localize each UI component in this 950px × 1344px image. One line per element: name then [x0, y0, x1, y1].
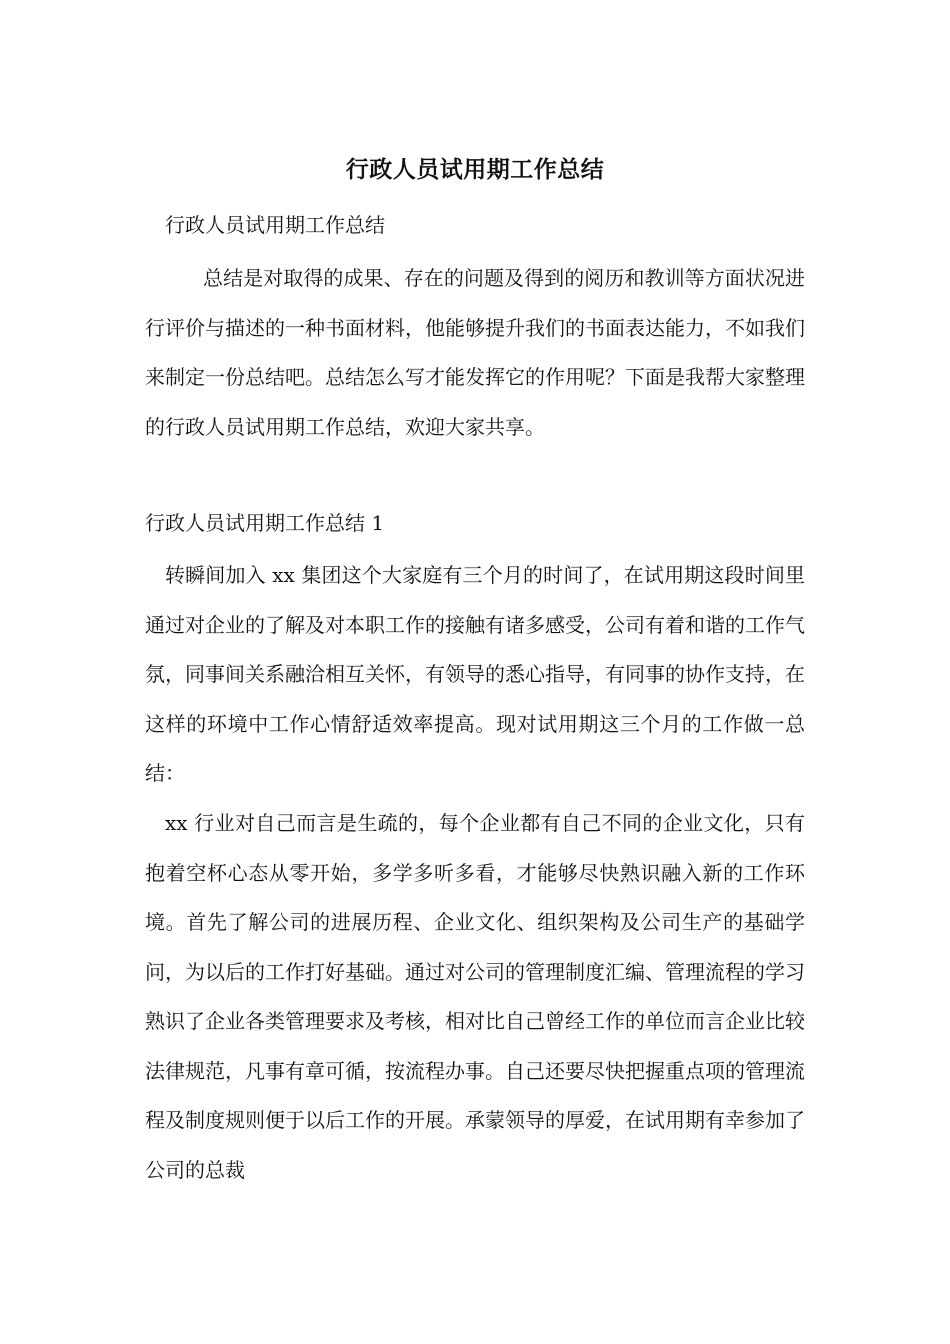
document-title: 行政人员试用期工作总结 [345, 156, 605, 183]
body-paragraph: 转瞬间加入 xx 集团这个大家庭有三个月的时间了，在试用期这段时间里通过对企业的了解及对本职工作的接触有诸多感受，公司有着和谐的工作气氛，同事间关系融洽相互关怀，有领导的悉心指导，有同事的协作支持，在这样的环境中工作心情舒适效率提高。现对试用期这三个月的工作做一总结： [145, 563, 805, 785]
document-subtitle: 行政人员试用期工作总结 [165, 213, 385, 237]
body-paragraph: xx 行业对自己而言是生疏的，每个企业都有自己不同的企业文化，只有抱着空杯心态从零开始，多学多听多看，才能够尽快熟识融入新的工作环境。首先了解公司的进展历程、企业文化、组织架构及公司生产的基础学问，为以后的工作打好基础。通过对公司的管理制度汇编、管理流程的学习熟识了企业各类管理要求及考核，相对比自己曾经工作的单位而言企业比较法律规范，凡事有章可循，按流程办事。自己还要尽快把握重点项的管理流程及制度规则便于以后工作的开展。承蒙领导的厚爱，在试用期有幸参加了公司的总裁 [145, 811, 805, 1182]
intro-paragraph: 总结是对取得的成果、存在的问题及得到的阅历和教训等方面状况进行评价与描述的一种书面材料，他能够提升我们的书面表达能力，不如我们来制定一份总结吧。总结怎么写才能发挥它的作用呢？下面是我帮大家整理的行政人员试用期工作总结，欢迎大家共享。 [145, 266, 805, 439]
section-heading: 行政人员试用期工作总结 1 [145, 511, 385, 535]
